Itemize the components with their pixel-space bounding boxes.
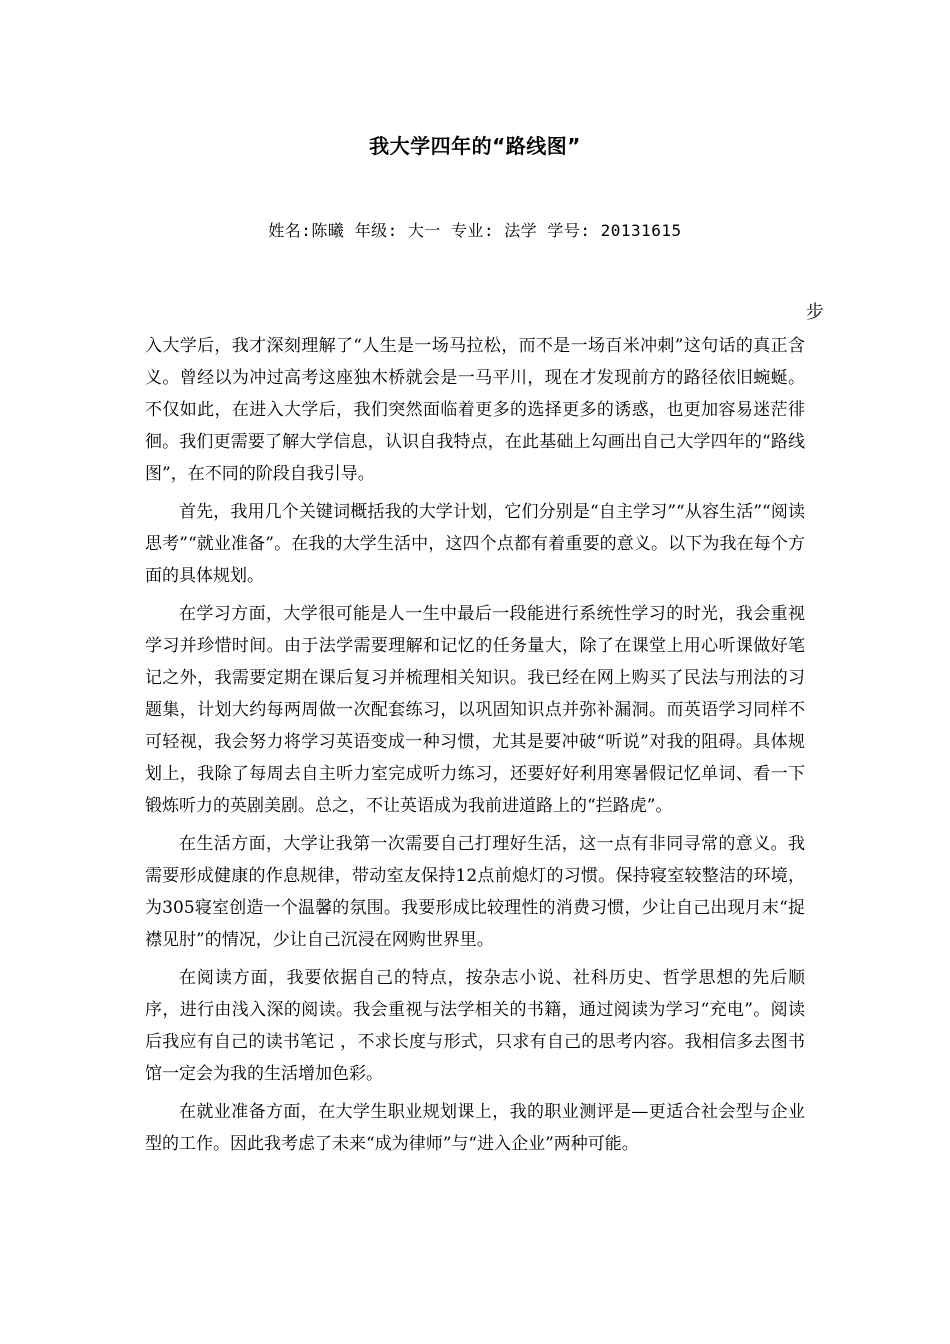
overflow-character: 步 [806, 302, 824, 323]
paragraph-intro: 入大学后，我才深刻理解了“人生是一场马拉松，而不是一场百米冲刺”这句话的真正含义。曾经以为冲过高考这座独木桥就会是一马平川，现在才发现前方的路径依旧蜿蜒。不仅如此，在进入大学后，我们突然面临着更多的选择更多的诱惑，也更加容易迷茫徘徊。我们更需要了解大学信息，认识自我特点，在此基础上勾画出自己大学四年的“路线图”，在不同的阶段自我引导。 [145, 336, 805, 484]
paragraph-reading: 在阅读方面，我要依据自己的特点，按杂志小说、社科历史、哲学思想的先后顺序，进行由浅入深的阅读。我会重视与法学相关的书籍，通过阅读为学习“充电”。阅读后我应有自己的读书笔记 ，不求长度与形式，只求有自己的思考内容。我相信多去图书馆一定会为我的生活增加色彩。 [145, 968, 805, 1084]
document-body [145, 330, 805, 1166]
paragraph-life: 在生活方面，大学让我第一次需要自己打理好生活，这一点有非同寻常的意义。我需要形成健康的作息规律，带动室友保持12点前熄灯的习惯。保持寝室较整洁的环境，为305寝室创造一个温馨的氛围。我要形成比较理性的消费习惯，少让自己出现月末“捉襟见肘”的情况，少让自己沉浸在网购世界里。 [145, 834, 805, 950]
paragraph-career: 在就业准备方面，在大学生职业规划课上，我的职业测评是—更适合社会型与企业型的工作。因此我考虑了未来“成为律师”与“进入企业”两种可能。 [145, 1102, 805, 1154]
author-info-line: 姓名:陈曦 年级: 大一 专业: 法学 学号: 20131615 [268, 221, 682, 240]
document-title: 我大学四年的“路线图” [369, 134, 581, 158]
paragraph-overview: 首先，我用几个关键词概括我的大学计划，它们分别是“自主学习”“从容生活”“阅读思考”“就业准备”。在我的大学生活中，这四个点都有着重要的意义。以下为我在每个方面的具体规划。 [145, 502, 805, 586]
paragraph-study: 在学习方面，大学很可能是人一生中最后一段能进行系统性学习的时光，我会重视学习并珍惜时间。由于法学需要理解和记忆的任务量大，除了在课堂上用心听课做好笔记之外，我需要定期在课后复习并梳理相关知识。我已经在网上购买了民法与刑法的习题集，计划大约每两周做一次配套练习，以巩固知识点并弥补漏洞。而英语学习同样不可轻视，我会努力将学习英语变成一种习惯，尤其是要冲破“听说”对我的阻碍。具体规划上，我除了每周去自主听力室完成听力练习，还要好好利用寒暑假记忆单词、看一下锻炼听力的英剧美剧。总之，不让英语成为我前进道路上的“拦路虎”。 [145, 604, 805, 816]
